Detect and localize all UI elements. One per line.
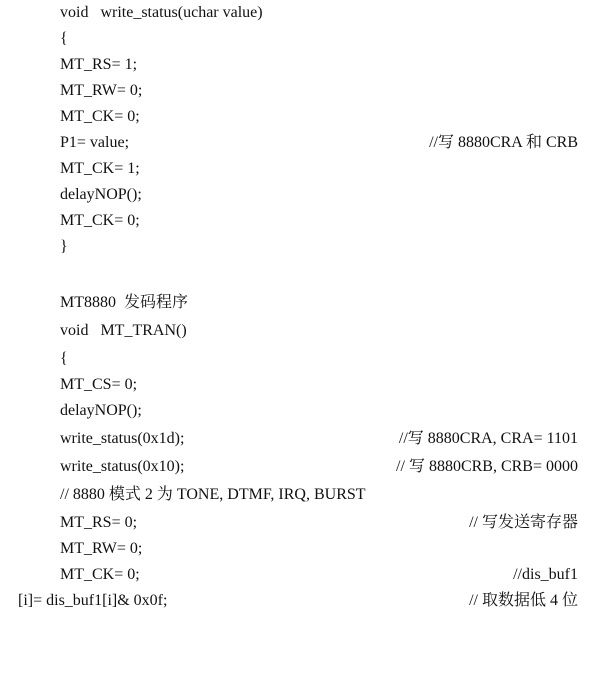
code-line — [0, 346, 600, 372]
code-line — [0, 454, 600, 480]
code-line — [0, 372, 600, 398]
code-text: void MT_TRAN() — [60, 322, 187, 339]
code-line — [0, 234, 600, 260]
code-comment: // 写 8880CRB, CRB= 0000 — [396, 458, 578, 475]
code-text: MT_CS= 0; — [60, 376, 138, 393]
code-text: P1= value; — [60, 134, 130, 151]
code-text: MT_CK= 0; — [60, 212, 140, 229]
code-text: MT_CK= 0; — [60, 108, 140, 125]
code-text: write_status(0x1d); — [60, 430, 185, 447]
code-text: delayNOP(); — [60, 402, 142, 419]
code-line-blank — [0, 260, 600, 286]
code-comment: //写 8880CRA 和 CRB — [429, 134, 578, 151]
code-line — [0, 398, 600, 424]
code-text: delayNOP(); — [60, 186, 142, 203]
code-text: MT_RW= 0; — [60, 82, 143, 99]
code-text: { — [60, 30, 68, 47]
code-line — [0, 290, 600, 316]
code-line — [0, 318, 600, 344]
code-line — [0, 536, 600, 562]
code-text: MT_RW= 0; — [60, 540, 143, 557]
code-line — [0, 26, 600, 52]
code-text: { — [60, 350, 68, 367]
code-text: MT_RS= 1; — [60, 56, 138, 73]
code-line — [0, 482, 600, 508]
code-comment: //dis_buf1 — [513, 566, 578, 583]
code-text: write_status(0x10); — [60, 458, 185, 475]
code-text: MT_RS= 0; — [60, 514, 138, 531]
code-comment: // 写发送寄存器 — [469, 514, 578, 531]
code-text: MT_CK= 0; — [60, 566, 140, 583]
code-text: // 8880 模式 2 为 TONE, DTMF, IRQ, BURST — [60, 486, 366, 503]
code-line — [0, 182, 600, 208]
code-line — [0, 426, 600, 452]
code-comment: // 取数据低 4 位 — [469, 592, 578, 609]
code-line — [0, 104, 600, 130]
code-comment: //写 8880CRA, CRA= 1101 — [398, 430, 578, 447]
code-line — [0, 510, 600, 536]
code-line — [0, 52, 600, 78]
code-line — [0, 78, 600, 104]
code-line — [0, 588, 600, 614]
code-line — [0, 562, 600, 588]
code-line — [0, 208, 600, 234]
code-text: } — [60, 238, 68, 255]
code-line — [0, 156, 600, 182]
code-text: MT_CK= 1; — [60, 160, 140, 177]
code-text: void write_status(uchar value) — [60, 4, 263, 21]
code-line — [0, 0, 600, 26]
code-text: MT8880 发码程序 — [60, 294, 189, 311]
code-text: [i]= dis_buf1[i]& 0x0f; — [18, 592, 168, 609]
code-line — [0, 130, 600, 156]
